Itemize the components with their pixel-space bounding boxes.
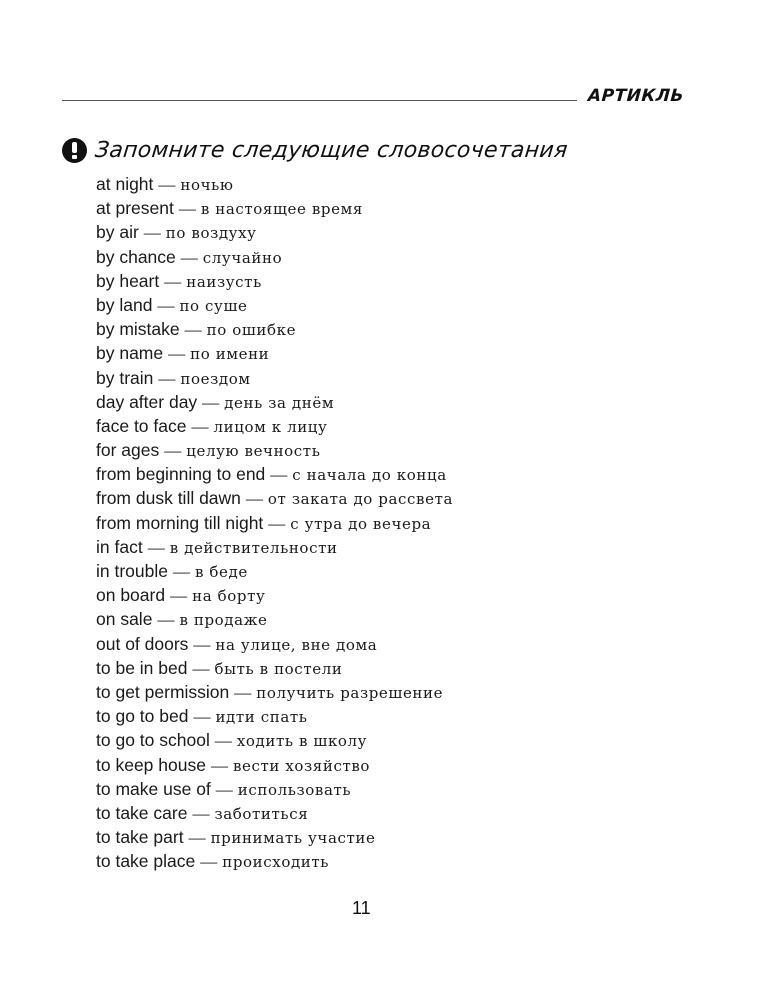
phrase-english: from beginning to end: [96, 464, 266, 485]
phrase-item: [96, 486, 453, 510]
phrase-separator: —: [214, 731, 232, 751]
phrase-russian: быть в постели: [214, 659, 343, 678]
phrase-separator: —: [157, 295, 175, 315]
phrase-russian: на улице, вне дома: [215, 635, 378, 654]
phrase-item: [96, 390, 453, 414]
phrase-english: at night: [96, 174, 154, 194]
phrase-item: [96, 728, 453, 752]
phrase-separator: —: [191, 416, 209, 436]
section-heading: [62, 138, 568, 163]
phrase-russian: использовать: [237, 780, 352, 799]
phrase-separator: —: [245, 489, 263, 509]
phrase-separator: —: [193, 634, 211, 654]
phrase-item: [96, 825, 453, 849]
phrase-russian: от заката до рассвета: [267, 490, 454, 509]
phrase-separator: —: [170, 586, 188, 606]
phrase-english: on sale: [96, 609, 153, 630]
phrase-english: by train: [96, 367, 154, 388]
phrase-russian: случайно: [202, 248, 283, 267]
phrase-separator: —: [234, 682, 252, 702]
phrase-english: in trouble: [96, 561, 168, 581]
phrase-separator: —: [180, 247, 198, 267]
phrase-list: [96, 172, 453, 873]
section-label: АРТИКЛЬ: [587, 86, 685, 106]
phrase-item: [96, 535, 453, 559]
phrase-english: to take place: [96, 851, 196, 872]
phrase-russian: получить разрешение: [256, 683, 444, 702]
phrase-item: [96, 801, 453, 825]
phrase-russian: по суше: [179, 296, 248, 315]
phrase-separator: —: [158, 175, 176, 194]
phrase-item: [96, 511, 453, 535]
phrase-english: to make use of: [96, 778, 211, 799]
phrase-english: face to face: [96, 415, 187, 436]
phrase-item: [96, 632, 453, 656]
phrase-separator: —: [202, 392, 220, 412]
phrase-english: to keep house: [96, 754, 206, 775]
exclamation-circle-icon: [62, 138, 87, 163]
phrase-item: [96, 849, 453, 873]
phrase-item: [96, 245, 453, 269]
phrase-russian: поездом: [180, 369, 251, 388]
page-number: 11: [352, 898, 371, 918]
phrase-russian: ночью: [180, 176, 234, 194]
phrase-english: by name: [96, 343, 164, 364]
phrase-separator: —: [164, 441, 182, 461]
phrase-item: [96, 704, 453, 728]
phrase-english: by mistake: [96, 319, 180, 340]
phrase-russian: принимать участие: [210, 829, 376, 848]
phrase-item: [96, 220, 453, 244]
phrase-english: from dusk till dawn: [96, 488, 241, 509]
phrase-separator: —: [147, 537, 165, 557]
phrase-item: [96, 196, 453, 220]
phrase-english: by chance: [96, 246, 176, 267]
phrase-russian: по имени: [190, 345, 270, 364]
phrase-russian: идти спать: [215, 708, 308, 727]
phrase-russian: в действительности: [169, 538, 338, 557]
phrase-separator: —: [173, 562, 190, 581]
phrase-separator: —: [188, 828, 206, 848]
phrase-english: to be in bed: [96, 657, 188, 678]
phrase-english: to go to bed: [96, 706, 189, 727]
phrase-item: [96, 753, 453, 777]
phrase-english: on board: [96, 585, 166, 606]
phrase-separator: —: [215, 779, 233, 799]
phrase-russian: ходить в школу: [236, 732, 368, 751]
phrase-separator: —: [210, 755, 228, 775]
phrase-english: for ages: [96, 440, 160, 461]
phrase-english: by land: [96, 294, 153, 315]
phrase-separator: —: [192, 658, 210, 678]
phrase-item: [96, 559, 453, 583]
phrase-russian: по воздуху: [165, 224, 257, 243]
phrase-item: [96, 656, 453, 680]
phrase-russian: по ошибке: [206, 321, 297, 340]
phrase-item: [96, 366, 453, 390]
phrase-separator: —: [184, 320, 202, 340]
phrase-russian: происходить: [222, 853, 330, 872]
phrase-english: day after day: [96, 391, 198, 412]
phrase-item: [96, 583, 453, 607]
phrase-russian: в продаже: [179, 611, 268, 630]
phrase-russian: наизусть: [186, 272, 262, 291]
phrase-english: to get permission: [96, 681, 230, 702]
phrase-separator: —: [200, 852, 218, 872]
phrase-russian: целую вечность: [186, 442, 321, 461]
phrase-item: [96, 680, 453, 704]
phrase-separator: —: [192, 803, 210, 823]
phrase-item: [96, 414, 453, 438]
phrase-separator: —: [158, 368, 176, 388]
phrase-item: [96, 293, 453, 317]
phrase-separator: —: [268, 513, 286, 533]
phrase-separator: —: [178, 199, 196, 219]
heading-title: Запомните следующие словосочетания: [93, 138, 569, 163]
phrase-separator: —: [143, 223, 161, 243]
phrase-item: [96, 317, 453, 341]
phrase-english: by air: [96, 222, 139, 243]
phrase-item: [96, 172, 453, 196]
header-rule: [62, 100, 577, 101]
phrase-russian: с утра до вечера: [290, 514, 432, 533]
phrase-english: in fact: [96, 536, 143, 557]
phrase-russian: на борту: [192, 587, 266, 606]
phrase-russian: заботиться: [214, 804, 309, 823]
phrase-separator: —: [164, 271, 182, 291]
phrase-english: to take care: [96, 802, 188, 823]
phrase-english: from morning till night: [96, 512, 264, 533]
phrase-english: by heart: [96, 270, 160, 291]
phrase-english: out of doors: [96, 633, 189, 654]
phrase-english: at present: [96, 198, 174, 219]
phrase-russian: в настоящее время: [200, 200, 363, 219]
phrase-item: [96, 438, 453, 462]
phrase-item: [96, 341, 453, 365]
phrase-russian: день за днём: [224, 393, 335, 412]
phrase-item: [96, 269, 453, 293]
phrase-russian: с начала до конца: [292, 466, 447, 485]
phrase-item: [96, 462, 453, 486]
phrase-separator: —: [270, 465, 288, 485]
phrase-separator: —: [168, 344, 186, 364]
phrase-english: to go to school: [96, 730, 210, 751]
phrase-russian: в беде: [195, 563, 248, 581]
phrase-separator: —: [193, 707, 211, 727]
phrase-english: to take part: [96, 827, 184, 848]
phrase-russian: вести хозяйство: [232, 756, 371, 775]
phrase-item: [96, 777, 453, 801]
phrase-russian: лицом к лицу: [213, 417, 328, 436]
phrase-separator: —: [157, 610, 175, 630]
phrase-item: [96, 607, 453, 631]
